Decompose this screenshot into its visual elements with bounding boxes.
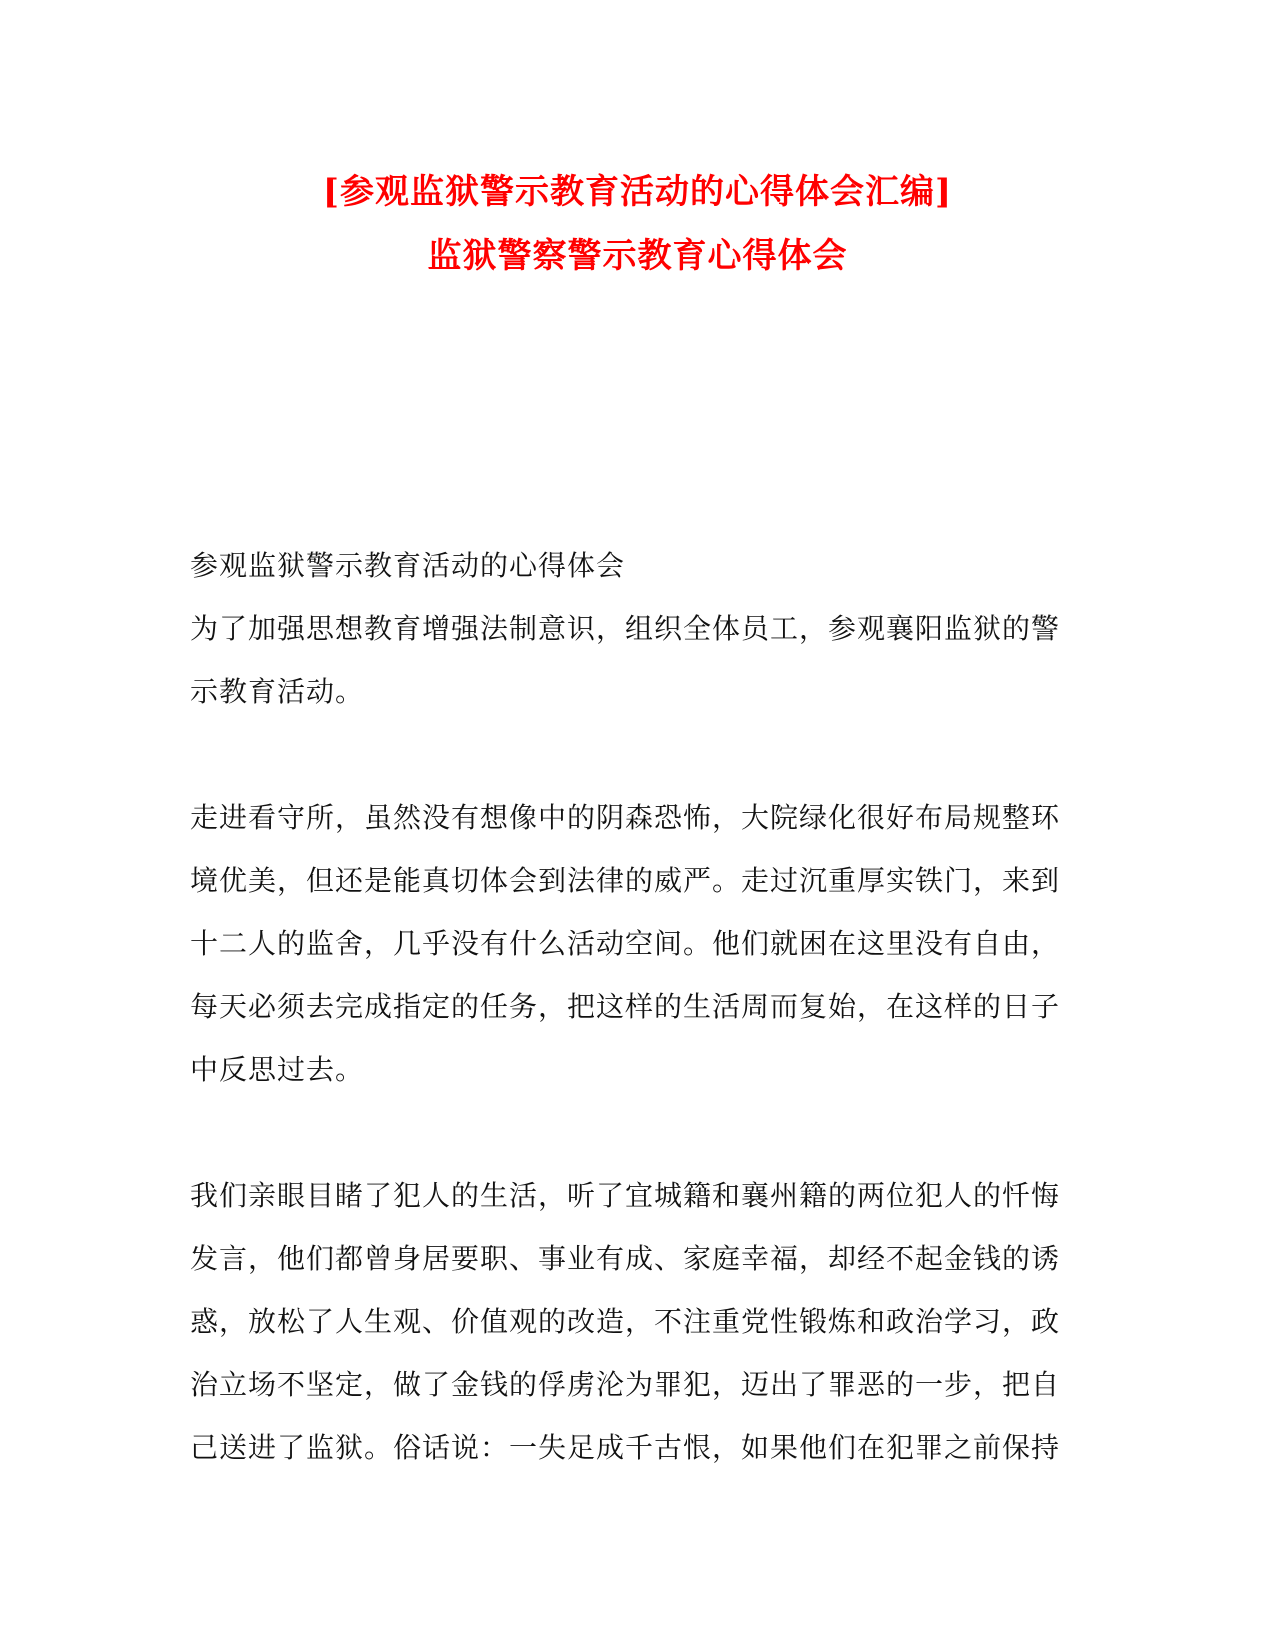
paragraph-2: 走进看守所，虽然没有想像中的阴森恐怖，大院绿化很好布局规整环境优美，但还是能真切体会到法律的威严。走过沉重厚实铁门，来到十二人的监舍，几乎没有什么活动空间。他们就困在这里没有自由，每天必须去完成指定的任务，把这样的生活周而复始，在这样的日子中反思过去。 [190,801,1061,1086]
title-line-1: [参观监狱警示教育活动的心得体会汇编] [322,172,953,212]
paragraph-3: 我们亲眼目睹了犯人的生活，听了宜城籍和襄州籍的两位犯人的忏悔发言，他们都曾身居要职、事业有成、家庭幸福，却经不起金钱的诱惑，放松了人生观、价值观的改造，不注重党性锻炼和政治学习，政治立场不坚定，做了金钱的俘虏沦为罪犯，迈出了罪恶的一步，把自己送进了监狱。俗话说：一失足成千古恨，如果他们在犯罪之前保持 [190,1179,1061,1464]
document-body [190,534,1070,1479]
document-title [0,160,1275,288]
section-heading: 参观监狱警示教育活动的心得体会 [190,549,626,582]
title-line-2: 监狱警察警示教育心得体会 [427,236,848,276]
paragraph-1: 为了加强思想教育增强法制意识，组织全体员工，参观襄阳监狱的警示教育活动。 [190,612,1061,708]
